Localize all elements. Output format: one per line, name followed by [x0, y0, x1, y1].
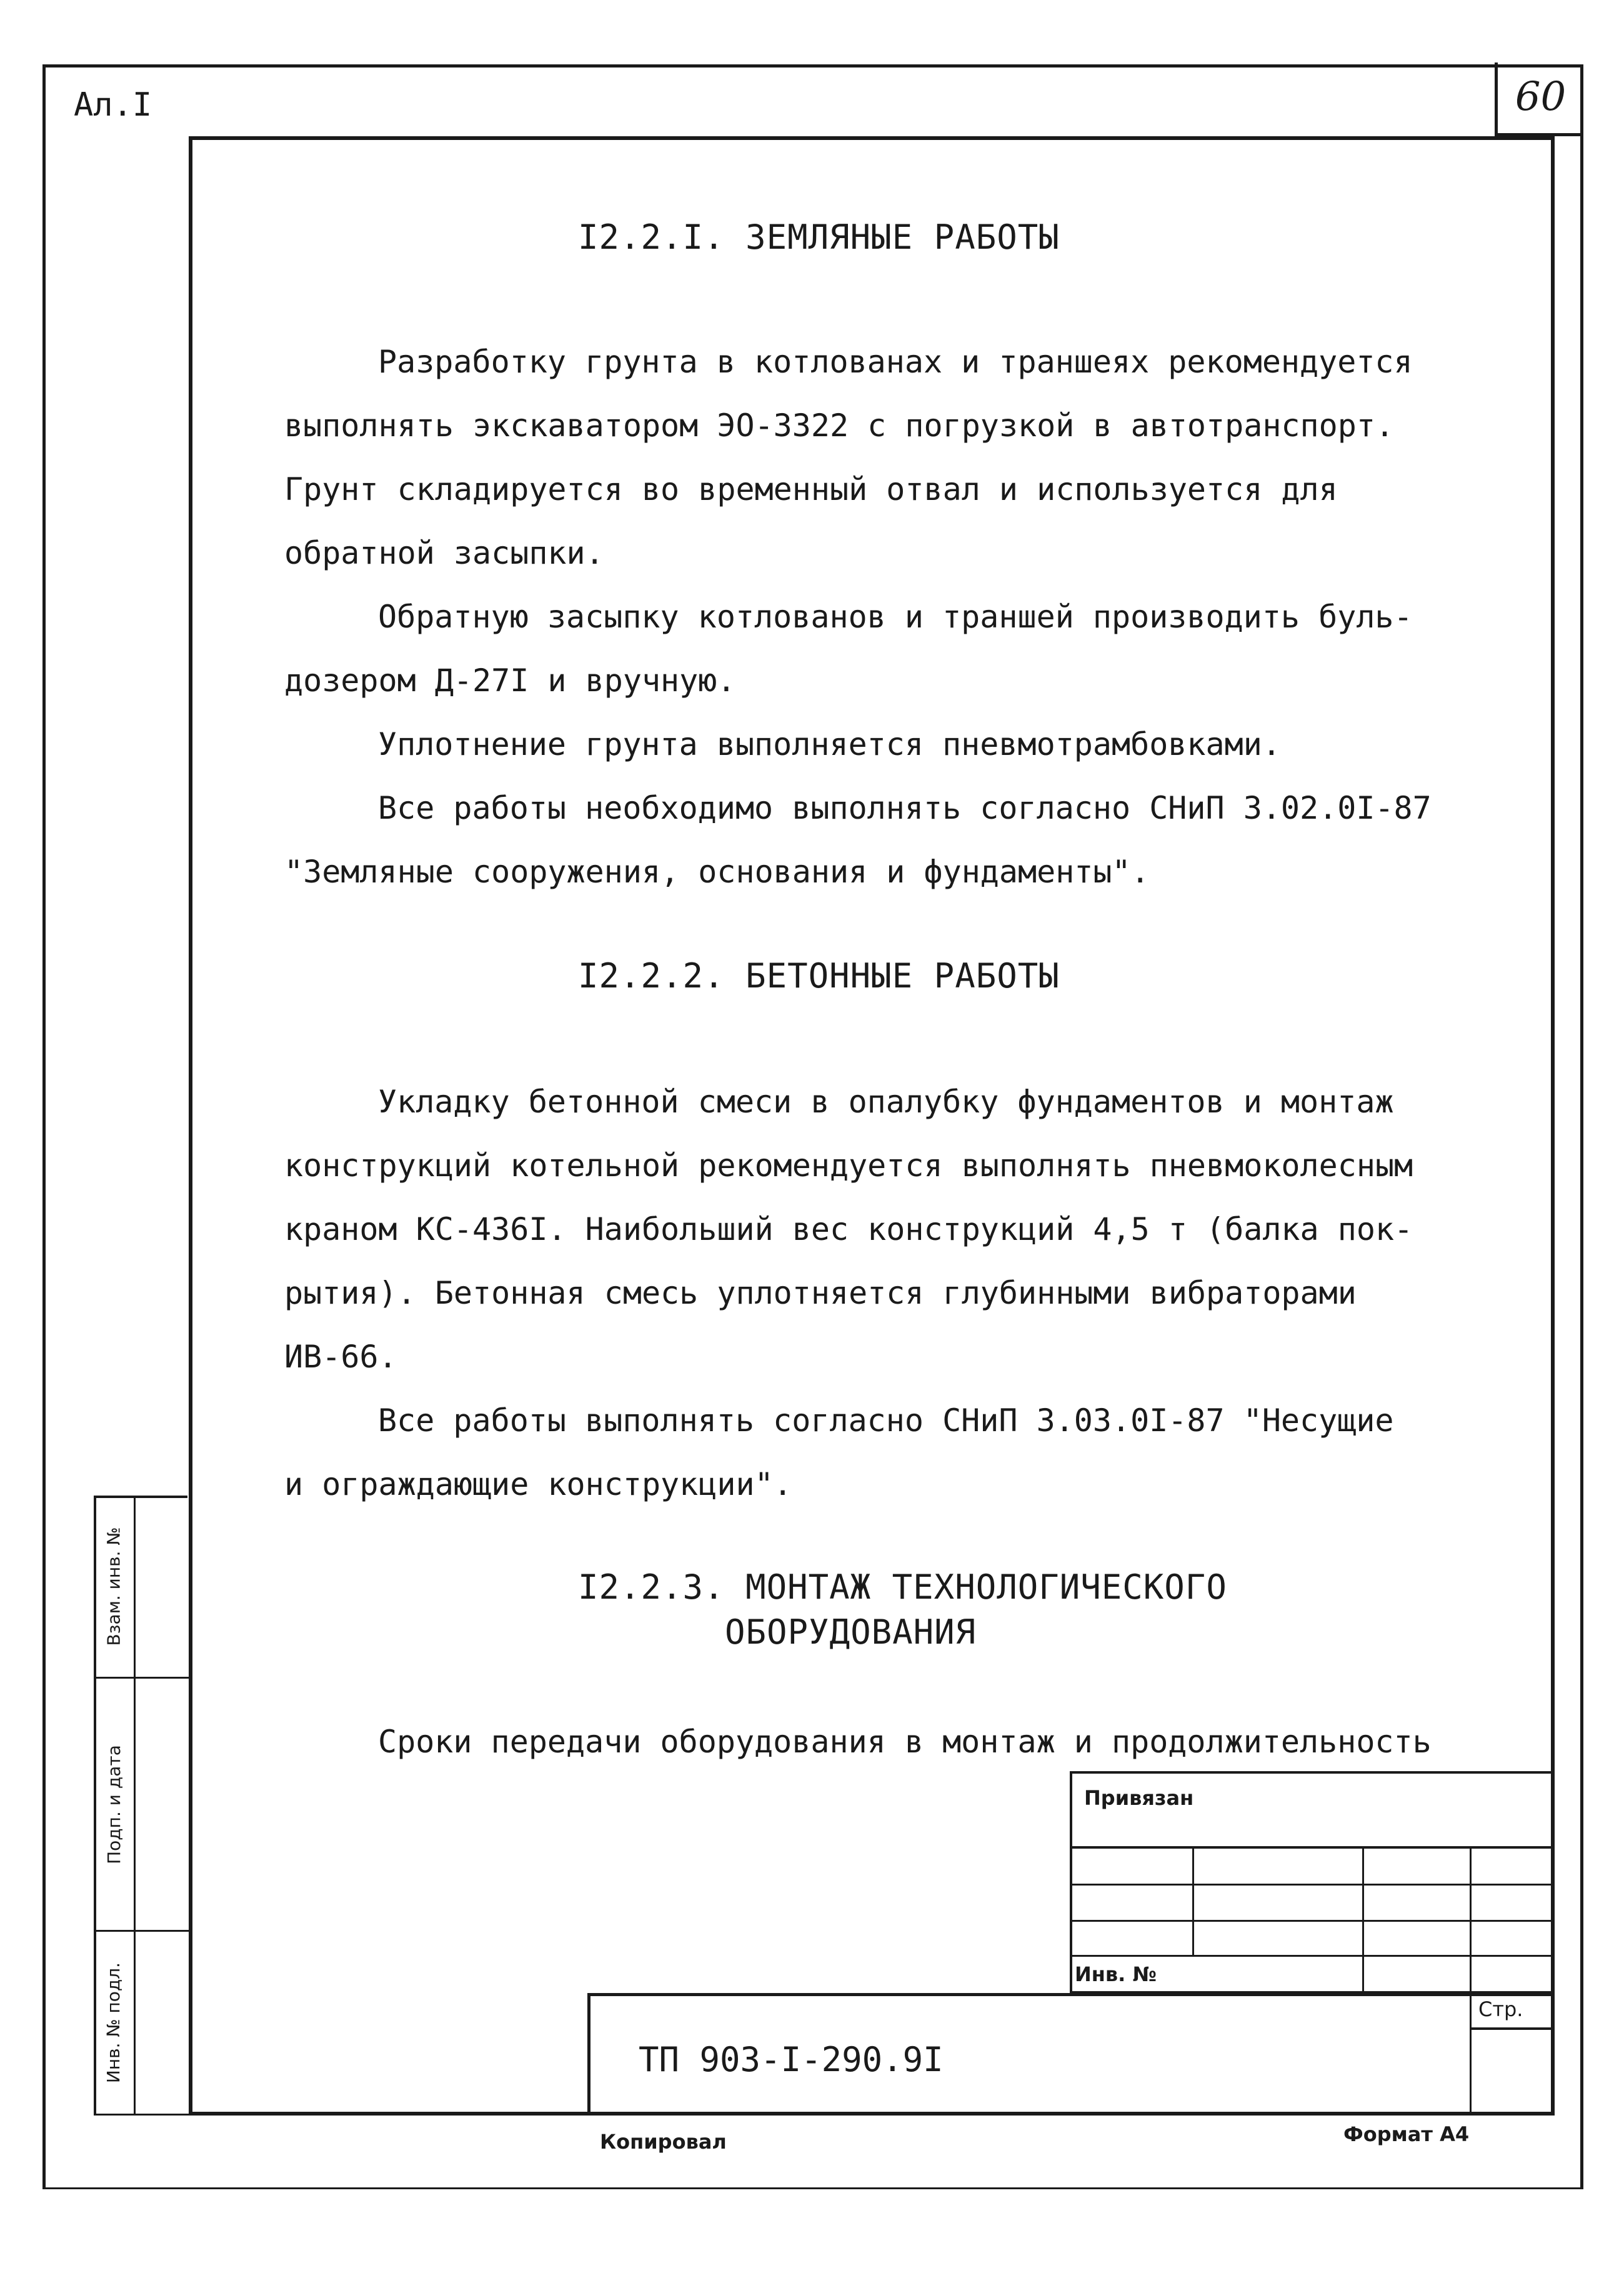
- side-stamp-vzam-inv-text: Взам. инв. №: [103, 1526, 124, 1646]
- paragraph-line: обратной засыпки.: [284, 535, 604, 571]
- title-block-line: [587, 1993, 590, 2116]
- inv-no-label: Инв. №: [1075, 1962, 1157, 1986]
- paragraph-line: Обратную засыпку котлованов и траншей производить буль-: [378, 599, 1413, 635]
- title-block-line: [1070, 1955, 1551, 1957]
- paragraph-line: рытия). Бетонная смесь уплотняется глубинными вибраторами: [284, 1275, 1357, 1311]
- side-stamp-vzam-inv: [94, 1496, 134, 1677]
- side-stamp-divider: [94, 2114, 189, 2116]
- side-stamp-divider: [134, 1496, 136, 2116]
- side-stamp-podp-data: [94, 1679, 134, 1930]
- paragraph-line: краном КС-436I. Наибольший вес конструкций 4,5 т (балка пок-: [284, 1211, 1413, 1247]
- title-block-line: [1070, 1884, 1551, 1886]
- side-stamp-inv-podl: [94, 1932, 134, 2114]
- page-number: 60: [1495, 62, 1583, 136]
- title-block-line: [1362, 1846, 1364, 1993]
- paragraph-line: "Земляные сооружения, основания и фундаменты".: [284, 854, 1150, 890]
- document-code: ТП 903-I-290.9I: [639, 2040, 944, 2079]
- format-label: Формат А4: [1343, 2122, 1470, 2146]
- section-1-text: [284, 330, 1472, 904]
- frame-bottom-line: [42, 2187, 1583, 2189]
- title-block-line: [1192, 1846, 1194, 1957]
- title-block-line: [1070, 1771, 1072, 1993]
- paragraph-line: дозером Д-27I и вручную.: [284, 662, 736, 699]
- paragraph-line: Все работы выполнять согласно СНиП 3.03.0I-87 "Несущие: [378, 1402, 1394, 1439]
- side-stamp-inv-podl-text: Инв. № подл.: [103, 1962, 124, 2084]
- paragraph-line: Грунт складируется во временный отвал и используется для: [284, 471, 1338, 507]
- page-label: Стр.: [1478, 1997, 1523, 2021]
- section-1-heading: I2.2.I. ЗЕМЛЯНЫЕ РАБОТЫ: [578, 217, 1060, 257]
- paragraph-line: Разработку грунта в котлованах и траншеях рекомендуется: [378, 344, 1413, 380]
- paragraph-line: ИВ-66.: [284, 1339, 397, 1375]
- section-3-heading-line-2: ОБОРУДОВАНИЯ: [725, 1612, 977, 1652]
- paragraph-line: Укладку бетонной смеси в опалубку фундаментов и монтаж: [378, 1084, 1394, 1120]
- paragraph-line: и ограждающие конструкции".: [284, 1466, 792, 1502]
- side-stamp-podp-data-text: Подп. и дата: [103, 1744, 124, 1864]
- title-block-line: [587, 1993, 1551, 1996]
- paragraph-line: выполнять экскаватором ЭО-3322 с погрузкой в автотранспорт.: [284, 407, 1395, 444]
- paragraph-line: Уплотнение грунта выполняется пневмотрамбовками.: [378, 726, 1281, 762]
- section-2-text: [284, 1070, 1472, 1516]
- section-3-heading-line-1: I2.2.3. МОНТАЖ ТЕХНОЛОГИЧЕСКОГО: [578, 1567, 1227, 1607]
- title-block-line: [1470, 1846, 1472, 2116]
- title-block-line: [1070, 1846, 1551, 1849]
- title-block-line: [1070, 1771, 1551, 1774]
- section-3-text: [284, 1710, 1472, 1774]
- paragraph-line: Все работы необходимо выполнять согласно СНиП 3.02.0I-87: [378, 790, 1432, 826]
- title-block-line: [1470, 2027, 1551, 2030]
- sheet-label: Ал.I: [74, 86, 152, 124]
- section-2-heading: I2.2.2. БЕТОННЫЕ РАБОТЫ: [578, 956, 1060, 996]
- title-block-line: [1070, 1920, 1551, 1922]
- privyazan-label: Привязан: [1084, 1786, 1194, 1810]
- paragraph-line: конструкций котельной рекомендуется выполнять пневмоколесным: [284, 1147, 1413, 1184]
- kopiroval-label: Копировал: [600, 2130, 727, 2154]
- paragraph-line: Сроки передачи оборудования в монтаж и продолжительность: [378, 1724, 1432, 1760]
